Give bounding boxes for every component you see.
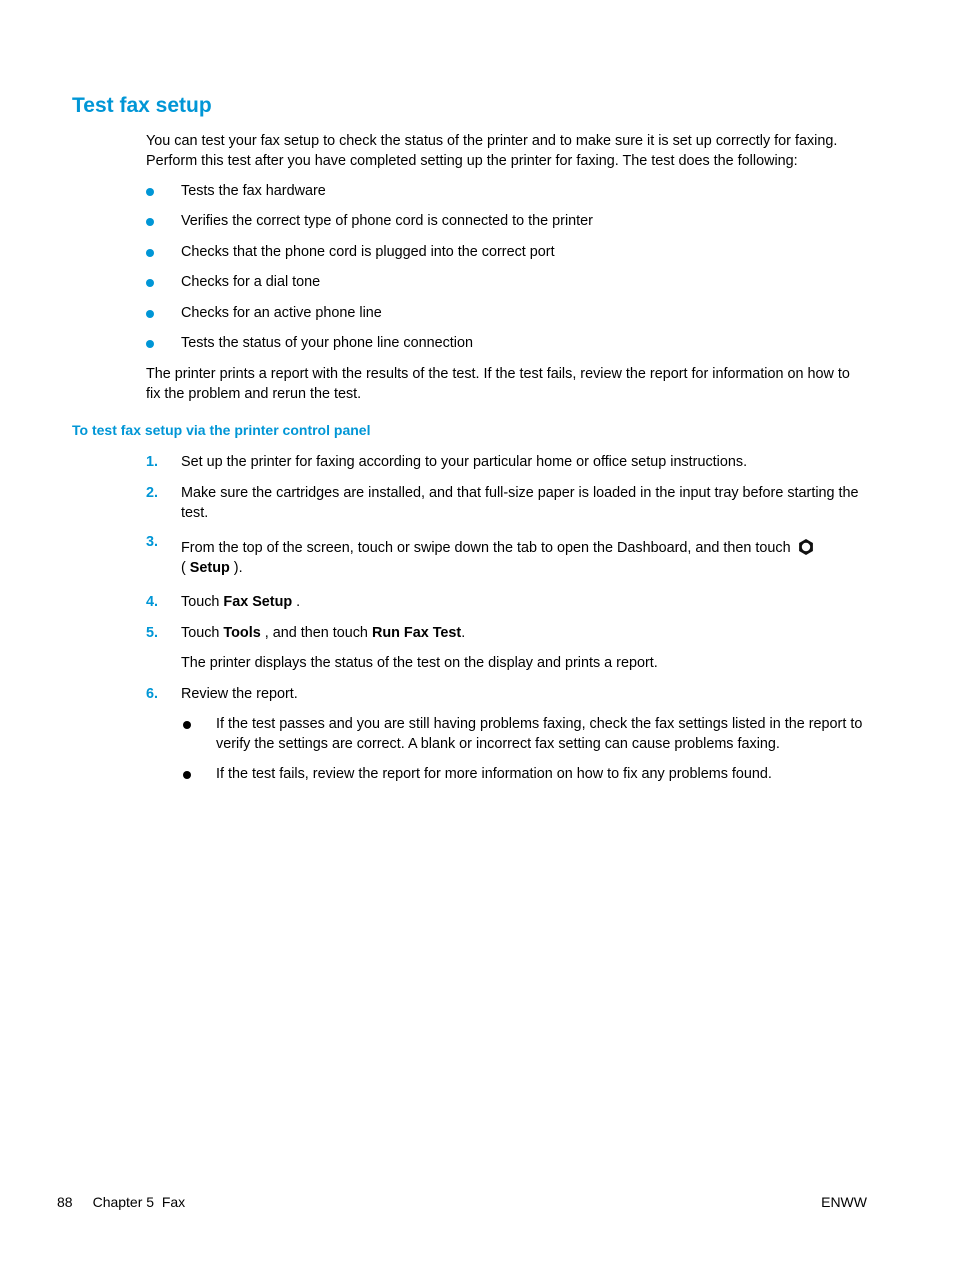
setup-label: Setup	[189, 559, 230, 576]
chapter-label: Chapter 5 Fax	[92, 1194, 186, 1210]
list-item	[146, 212, 866, 232]
page-title: Test fax setup	[72, 94, 212, 117]
tools-label: Tools	[223, 625, 261, 641]
list-item-text: If the test passes and you are still having problems faxing, check the fax settings listed in the report to verify the settings are correct. A blank or incorrect fax setting can cause problems faxing.	[216, 716, 863, 752]
bullet-icon	[146, 310, 154, 318]
intro-paragraph: You can test your fax setup to check the status of the printer and to make sure it is set up correctly for faxing. Perform this test after you have completed setting up the printer for faxing. The test does the following:	[146, 133, 838, 169]
report-paragraph: The printer prints a report with the results of the test. If the test fails, review the report for information on how to fix the problem and rerun the test.	[146, 366, 850, 402]
list-item	[146, 182, 866, 202]
step-text: Review the report.	[181, 686, 298, 702]
list-item-text: Checks that the phone cord is plugged into the correct port	[181, 244, 555, 260]
bullet-icon	[183, 771, 191, 779]
fax-setup-label: Fax Setup	[223, 594, 293, 610]
list-item-text: Tests the status of your phone line connection	[181, 335, 473, 351]
run-fax-test-label: Run Fax Test	[371, 625, 462, 641]
step-number: 5.	[146, 625, 159, 641]
step-number: 1.	[146, 454, 159, 470]
list-item	[146, 334, 866, 354]
list-item-text: Tests the fax hardware	[181, 183, 326, 199]
step-3-text: From the top of the screen, touch or swipe down the tab to open the Dashboard, and then touch	[181, 540, 791, 556]
step-number: 6.	[146, 686, 159, 702]
step-5-note: The printer displays the status of the test on the display and prints a report.	[181, 655, 658, 671]
list-item-text: Checks for an active phone line	[181, 305, 382, 321]
step-text: Make sure the cartridges are installed, and that full-size paper is loaded in the input tray before starting the test.	[181, 485, 859, 521]
bullet-icon	[146, 340, 154, 348]
page-number: 88	[57, 1194, 73, 1210]
list-item	[146, 304, 866, 324]
list-item-text: If the test fails, review the report for more information on how to fix any problems found.	[216, 766, 772, 782]
step-5-post: .	[461, 625, 466, 641]
footer-right: ENWW	[821, 1194, 867, 1210]
list-item-text: Checks for a dial tone	[181, 274, 321, 290]
list-item	[146, 243, 866, 263]
footer-left	[57, 1193, 185, 1213]
step-5-pre: Touch	[181, 625, 224, 641]
bullet-icon	[146, 249, 154, 257]
step-4-pre: Touch	[181, 594, 224, 610]
step-number: 4.	[146, 594, 159, 610]
step-number: 3.	[146, 534, 159, 550]
step-number: 2.	[146, 485, 159, 501]
step-text	[181, 538, 866, 578]
gear-icon	[797, 538, 815, 556]
bullet-icon	[146, 188, 154, 196]
list-item-text: Verifies the correct type of phone cord is connected to the printer	[181, 213, 593, 229]
step-text: Set up the printer for faxing according to your particular home or office setup instructions.	[181, 454, 748, 470]
bullet-icon	[146, 279, 154, 287]
step-text	[181, 624, 866, 644]
step-text	[181, 593, 866, 613]
bullet-icon	[183, 721, 191, 729]
list-item	[146, 273, 866, 293]
procedure-heading: To test fax setup via the printer control panel	[72, 422, 371, 438]
step-5-mid: , and then touch	[260, 625, 372, 641]
bullet-icon	[146, 218, 154, 226]
step-4-post: .	[292, 594, 301, 610]
setup-paren-close: ).	[229, 559, 243, 576]
setup-paren-open: (	[181, 559, 190, 576]
